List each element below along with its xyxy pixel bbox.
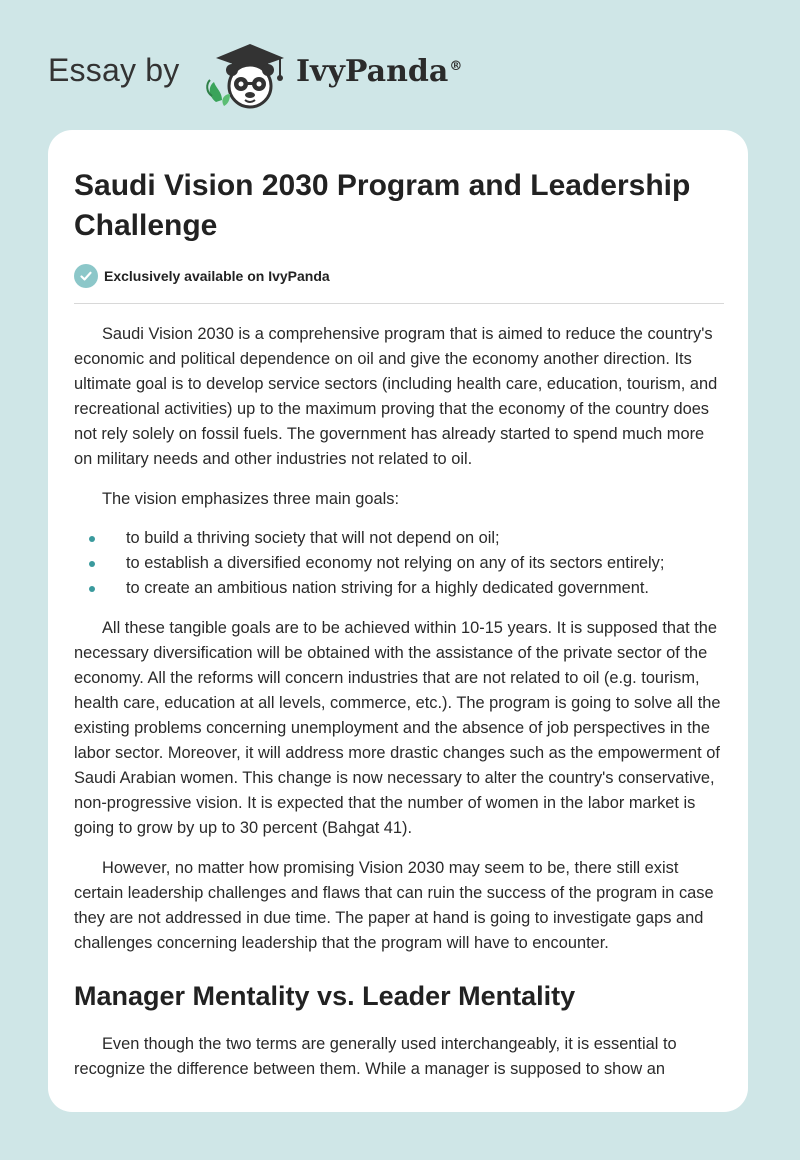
site-header [48,40,508,110]
paragraph: Saudi Vision 2030 is a comprehensive program that is aimed to reduce the country's economic and political dependence on oil and give the economy another direction. Its ultimate goal is to develop service sectors (including health care, education, tourism, and recreational activities) up to the maximum proving that the economy of the country does not rely solely on fossil fuels. The government has already started to spend much more on military needs and other industries not related to oil. [74,325,718,468]
panda-mascot-icon[interactable] [202,40,286,110]
goals-list [74,526,724,601]
exclusive-label: Exclusively available on IvyPanda [104,268,330,284]
brand-name[interactable]: IvyPanda® [296,54,463,89]
article-card [48,130,748,1112]
section-heading: Manager Mentality vs. Leader Mentality [74,981,576,1011]
title-divider [74,303,724,304]
check-circle-icon [74,264,98,288]
exclusive-badge [74,264,724,288]
paragraph: However, no matter how promising Vision 2030 may seem to be, there still exist certain leadership challenges and flaws that can ruin the success of the program in case they are not addressed in due time. The paper at hand is going to investigate gaps and challenges concerning leadership that the program will have to encounter. [74,859,714,952]
bullet-icon [89,536,95,542]
bullet-icon [89,586,95,592]
paragraph: The vision emphasizes three main goals: [102,490,400,508]
registered-mark: ® [449,59,463,74]
bullet-icon [89,561,95,567]
list-item: to establish a diversified economy not relying on any of its sectors entirely; [74,551,724,576]
essay-by-label: Essay by [48,52,180,88]
list-item: to build a thriving society that will not depend on oil; [74,526,724,551]
list-item: to create an ambitious nation striving for a highly dedicated government. [74,576,724,601]
article-title: Saudi Vision 2030 Program and Leadership Challenge [74,169,691,242]
paragraph: All these tangible goals are to be achieved within 10-15 years. It is supposed that the necessary diversification will be obtained with the assistance of the private sector of the economy. All the reforms will concern industries that are not related to oil (e.g. tourism, health care, education at all levels, commerce, etc.). The program is going to solve all the existing problems concerning unemployment and the absence of job perspectives in the labor sector. Moreover, it will address more drastic changes such as the empowerment of Saudi Arabian women. This change is now necessary to alter the country's conservative, non-progressive vision. It is expected that the number of women in the labor market is going to grow by up to 30 percent (Bahgat 41). [74,619,721,837]
paragraph: Even though the two terms are generally used interchangeably, it is essential to recognize the difference between them. While a manager is supposed to show an [74,1035,677,1078]
article-content [74,166,724,1082]
